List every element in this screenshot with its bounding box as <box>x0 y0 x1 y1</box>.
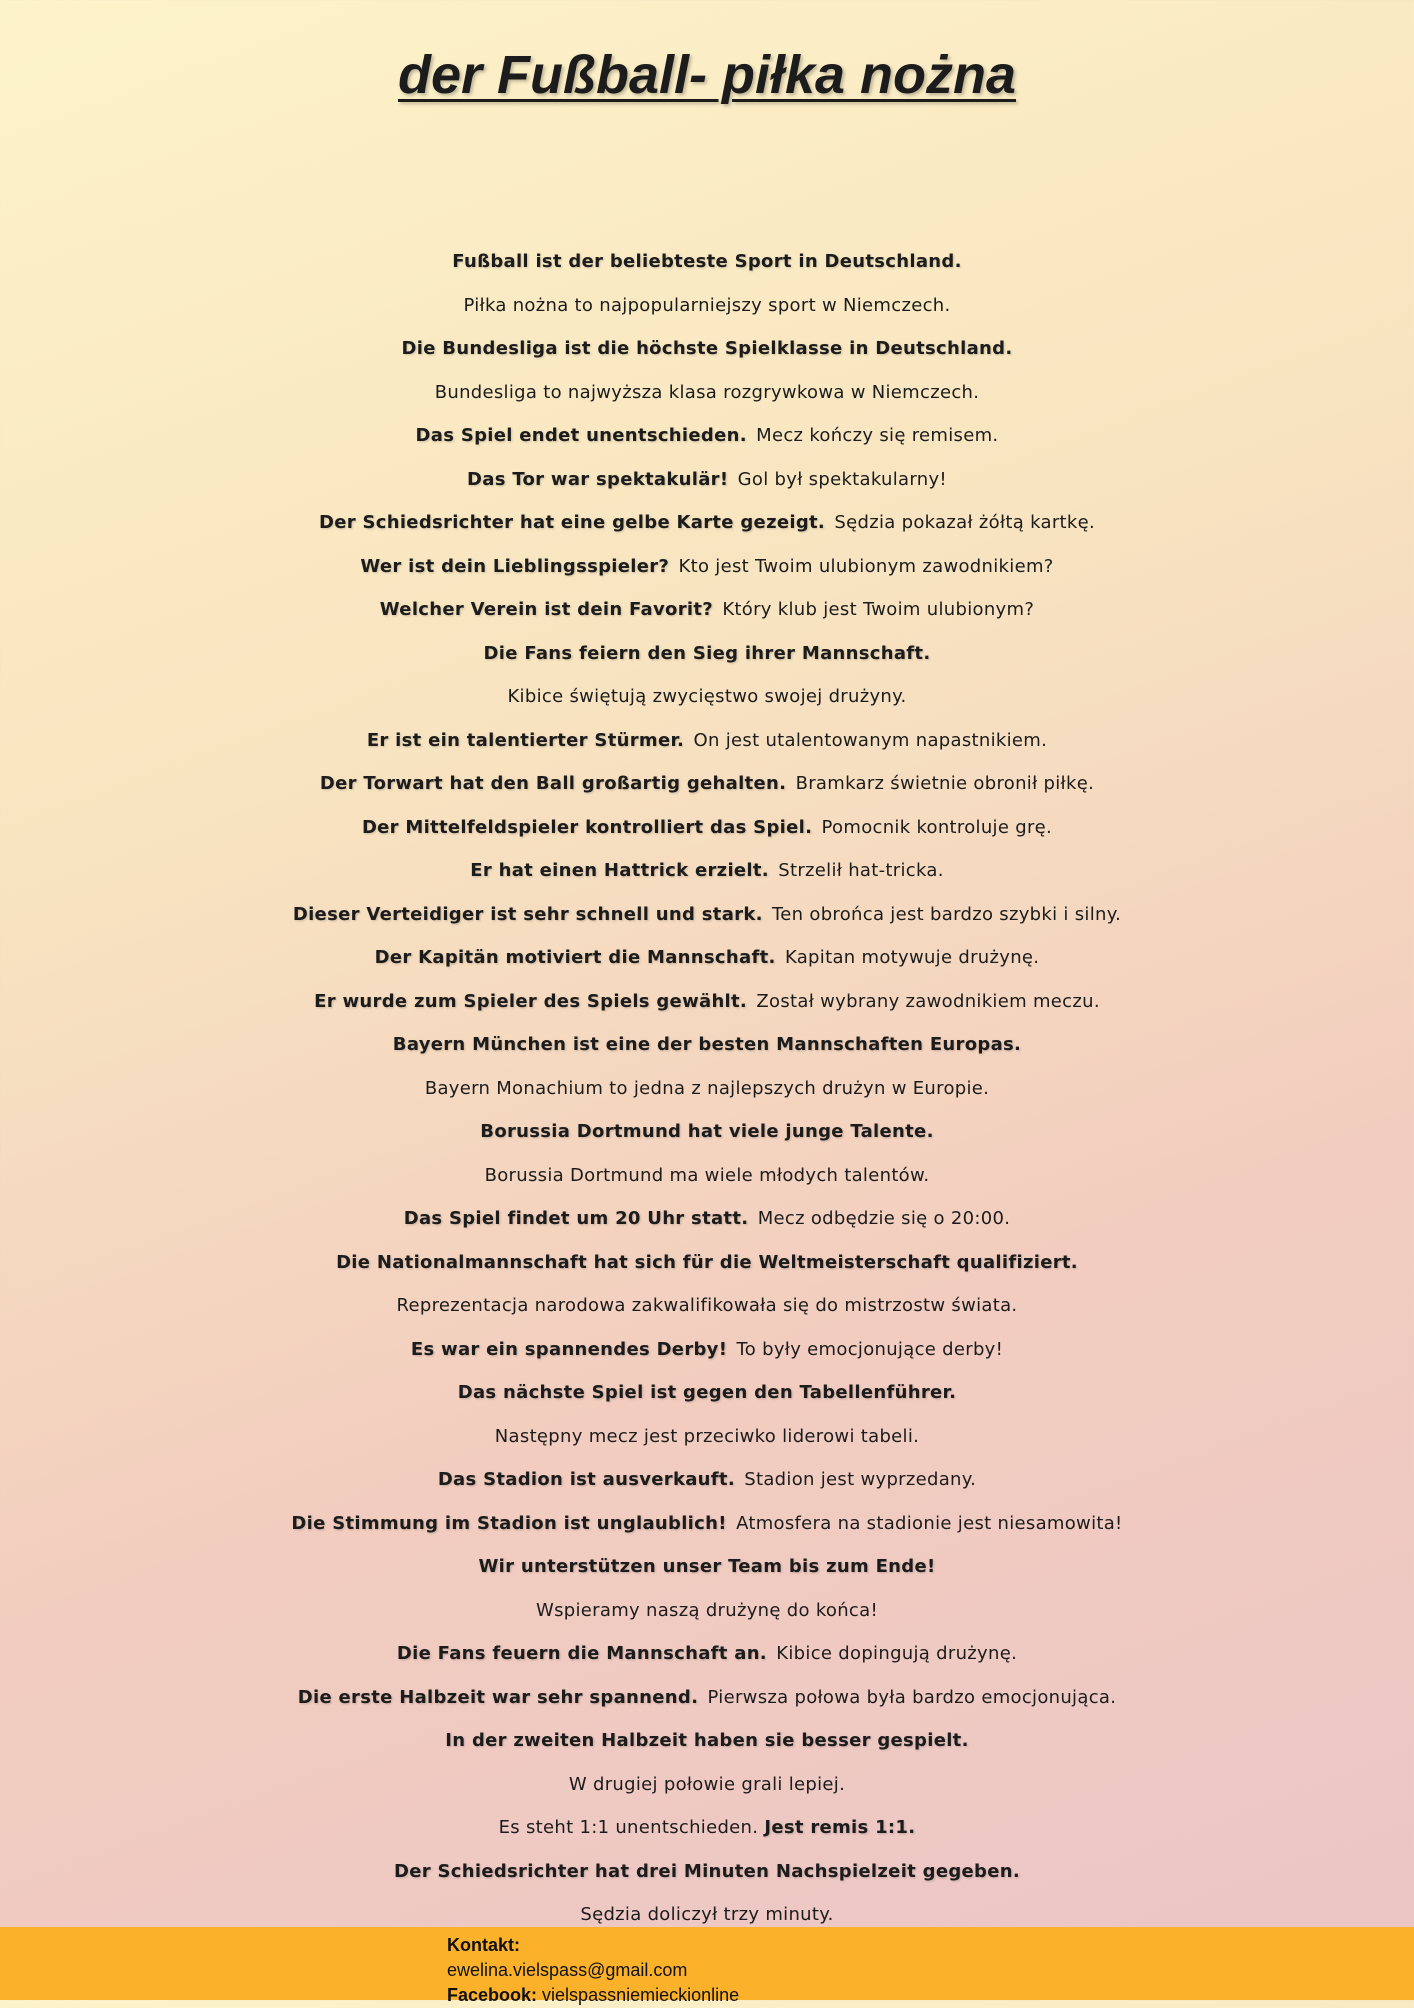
german-phrase: Der Mittelfeldspieler kontrolliert das Spiel. <box>361 816 813 838</box>
phrase-line <box>0 893 1414 937</box>
german-phrase: Er ist ein talentierter Stürmer. <box>366 729 685 751</box>
german-phrase: Der Torwart hat den Ball großartig gehalten. <box>319 773 787 794</box>
phrase-line <box>0 1067 1414 1111</box>
polish-translation: Borussia Dortmund ma wiele młodych talentów. <box>484 1164 930 1186</box>
polish-translation: Strzelił hat-tricka. <box>778 860 944 881</box>
phrase-line <box>0 762 1414 806</box>
polish-translation: Reprezentacja narodowa zakwalifikowała się do mistrzostw świata. <box>396 1295 1018 1316</box>
german-phrase: Wir unterstützen unser Team bis zum Ende! <box>478 1556 936 1577</box>
facebook-label: Facebook: <box>447 1985 538 2005</box>
polish-translation: To były emocjonujące derby! <box>736 1338 1004 1360</box>
phrase-list <box>0 240 1414 1937</box>
phrase-line <box>0 1676 1414 1720</box>
german-phrase: Wer ist dein Lieblingsspieler? <box>360 555 670 577</box>
polish-translation: Który klub jest Twoim ulubionym? <box>722 599 1035 620</box>
polish-translation: Kibice dopingują drużynę. <box>776 1643 1018 1664</box>
german-phrase: Der Schiedsrichter hat drei Minuten Nachspielzeit gegeben. <box>394 1860 1020 1882</box>
german-phrase: Das Spiel findet um 20 Uhr statt. <box>403 1208 749 1229</box>
phrase-line <box>0 458 1414 502</box>
phrase-line <box>0 1502 1414 1546</box>
polish-translation: Kapitan motywuje drużynę. <box>784 947 1040 968</box>
polish-translation: Pomocnik kontroluje grę. <box>821 816 1053 838</box>
phrase-line <box>0 588 1414 632</box>
phrase-line <box>0 1850 1414 1894</box>
phrase-line <box>0 1589 1414 1633</box>
german-phrase: Der Kapitän motiviert die Mannschaft. <box>374 947 776 968</box>
german-phrase: Er wurde zum Spieler des Spiels gewählt. <box>314 990 748 1012</box>
polish-translation: Wspieramy naszą drużynę do końca! <box>536 1599 878 1621</box>
german-phrase: Das Tor war spektakulär! <box>467 468 729 490</box>
contact-label: Kontakt: <box>447 1935 520 1955</box>
phrase-line <box>0 1023 1414 1067</box>
phrase-line <box>0 284 1414 328</box>
phrase-line <box>0 327 1414 371</box>
german-phrase: Die Fans feiern den Sieg ihrer Mannschaft. <box>483 642 931 664</box>
polish-translation: W drugiej połowie grali lepiej. <box>568 1773 846 1795</box>
polish-translation: Bundesliga to najwyższa klasa rozgrywkowa w Niemczech. <box>434 381 980 403</box>
phrase-line <box>0 1458 1414 1502</box>
phrase-line <box>0 1241 1414 1285</box>
german-phrase: Das Spiel endet unentschieden. <box>415 425 747 446</box>
german-phrase: Die Stimmung im Stadion ist unglaublich! <box>291 1512 727 1534</box>
polish-translation: Pierwsza połowa była bardzo emocjonująca. <box>707 1686 1117 1708</box>
contact-block <box>447 1933 739 2008</box>
german-phrase: Das Stadion ist ausverkauft. <box>437 1469 735 1490</box>
polish-translation: Kibice świętują zwycięstwo swojej drużyny. <box>507 686 907 707</box>
phrase-line <box>0 1719 1414 1763</box>
polish-translation: Sędzia pokazał żółtą kartkę. <box>834 512 1095 533</box>
phrase-line <box>0 545 1414 589</box>
phrase-line <box>0 675 1414 719</box>
polish-translation: Mecz kończy się remisem. <box>756 425 999 446</box>
polish-translation: Es steht 1:1 unentschieden. <box>498 1817 759 1838</box>
polish-translation: Następny mecz jest przeciwko liderowi tabeli. <box>494 1425 920 1447</box>
phrase-line <box>0 1763 1414 1807</box>
german-phrase: In der zweiten Halbzeit haben sie besser gespielt. <box>445 1730 969 1751</box>
polish-translation: Ten obrońca jest bardzo szybki i silny. <box>772 903 1122 925</box>
polish-translation: Został wybrany zawodnikiem meczu. <box>756 990 1100 1012</box>
phrase-line <box>0 1545 1414 1589</box>
phrase-line <box>0 1328 1414 1372</box>
phrase-line <box>0 240 1414 284</box>
phrase-line <box>0 936 1414 980</box>
page-title: der Fußball- piłka nożna <box>397 45 1017 105</box>
german-phrase: Das nächste Spiel ist gegen den Tabellenführer. <box>457 1382 957 1403</box>
facebook-handle[interactable]: vielspassniemieckionline <box>542 1985 740 2005</box>
phrase-line <box>0 632 1414 676</box>
polish-translation: Gol był spektakularny! <box>737 468 947 490</box>
phrase-line <box>0 501 1414 545</box>
phrase-line <box>0 849 1414 893</box>
german-phrase: Er hat einen Hattrick erzielt. <box>470 860 769 881</box>
german-phrase: Fußball ist der beliebteste Sport in Deutschland. <box>452 251 962 272</box>
polish-translation: Piłka nożna to najpopularniejszy sport w Niemczech. <box>463 294 951 316</box>
german-phrase: Der Schiedsrichter hat eine gelbe Karte gezeigt. <box>319 512 826 533</box>
polish-translation: On jest utalentowanym napastnikiem. <box>693 729 1048 751</box>
phrase-line <box>0 371 1414 415</box>
phrase-line <box>0 1632 1414 1676</box>
contact-footer <box>0 1927 1414 2005</box>
polish-translation: Kto jest Twoim ulubionym zawodnikiem? <box>678 555 1054 577</box>
phrase-line <box>0 1415 1414 1459</box>
phrase-line <box>0 806 1414 850</box>
german-phrase: Die Nationalmannschaft hat sich für die Weltmeisterschaft qualifiziert. <box>336 1251 1078 1273</box>
phrase-line <box>0 1154 1414 1198</box>
polish-translation: Bayern Monachium to jedna z najlepszych drużyn w Europie. <box>424 1077 990 1099</box>
phrase-line <box>0 1284 1414 1328</box>
german-phrase: Die Bundesliga ist die höchste Spielklasse in Deutschland. <box>401 338 1013 359</box>
german-phrase: Jest remis 1:1. <box>764 1817 916 1838</box>
phrase-line <box>0 1110 1414 1154</box>
phrase-line <box>0 1197 1414 1241</box>
german-phrase: Die Fans feuern die Mannschaft an. <box>396 1643 767 1664</box>
german-phrase: Es war ein spannendes Derby! <box>410 1338 728 1360</box>
phrase-line <box>0 1806 1414 1850</box>
contact-email[interactable]: ewelina.vielspass@gmail.com <box>447 1960 688 1980</box>
phrase-line <box>0 1371 1414 1415</box>
phrase-line <box>0 719 1414 763</box>
german-phrase: Dieser Verteidiger ist sehr schnell und stark. <box>292 903 763 925</box>
polish-translation: Bramkarz świetnie obronił piłkę. <box>795 773 1095 794</box>
polish-translation: Atmosfera na stadionie jest niesamowita! <box>736 1512 1123 1534</box>
polish-translation: Mecz odbędzie się o 20:00. <box>757 1208 1011 1229</box>
phrase-line <box>0 980 1414 1024</box>
polish-translation: Stadion jest wyprzedany. <box>744 1469 977 1490</box>
german-phrase: Bayern München ist eine der besten Mannschaften Europas. <box>392 1034 1022 1055</box>
polish-translation: Sędzia doliczył trzy minuty. <box>580 1904 834 1925</box>
phrase-line <box>0 414 1414 458</box>
german-phrase: Welcher Verein ist dein Favorit? <box>379 599 713 620</box>
german-phrase: Borussia Dortmund hat viele junge Talente. <box>480 1121 934 1142</box>
german-phrase: Die erste Halbzeit war sehr spannend. <box>297 1686 699 1708</box>
